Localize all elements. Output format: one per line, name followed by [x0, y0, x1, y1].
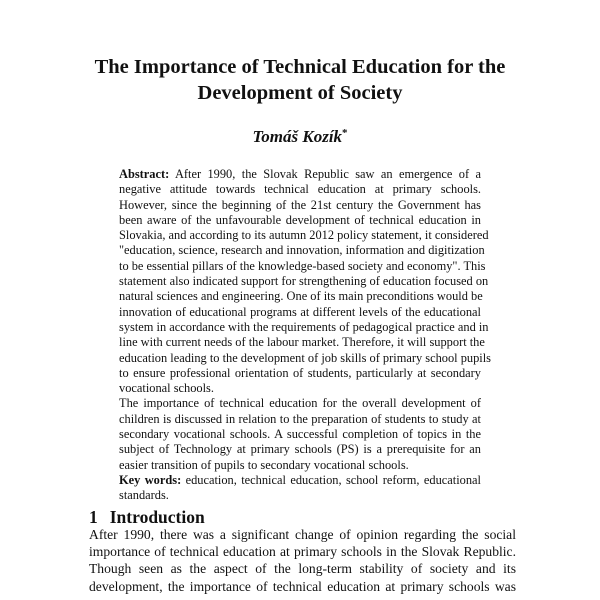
- abstract-line: secondary vocational schools. A successful completion of topics in the: [119, 427, 481, 442]
- abstract-line: However, since the beginning of the 21st century the Government has: [119, 197, 481, 212]
- abstract-line: easier transition of pupils to secondary vocational schools.: [119, 457, 409, 472]
- abstract-line: statement also indicated support for strengthening of education focused on: [119, 274, 489, 289]
- abstract-line: education leading to the development of job skills of primary school pupils: [119, 350, 491, 365]
- keywords-line: [119, 473, 481, 488]
- abstract-text: After 1990, the Slovak Republic saw an emergence of a: [169, 167, 481, 181]
- abstract-line: line with current needs of the labour market. Therefore, it will support the: [119, 335, 485, 350]
- body-line: Though seen as the aspect of the long-term stability of society and its: [89, 561, 516, 577]
- body-line: After 1990, there was a significant change of opinion regarding the social: [89, 527, 516, 542]
- section-title: Introduction: [109, 507, 205, 527]
- abstract-line: system in accordance with the requirements of pedagogical practice and in: [119, 319, 489, 334]
- abstract-line: children is discussed in relation to the preparation of students to study at: [119, 411, 481, 426]
- abstract-line: Slovakia, and according to its autumn 2012 policy statement, it considered: [119, 228, 489, 243]
- body-line: importance of technical education at primary schools in the Slovak Republic.: [89, 544, 516, 560]
- abstract-line: to ensure professional orientation of students, particularly at secondary: [119, 365, 481, 380]
- keywords-text: education, technical education, school reform, educational: [181, 472, 481, 487]
- body-line: development, the importance of technical education at primary schools was: [89, 578, 516, 594]
- abstract-line: innovation of educational programs at different levels of the educational: [119, 304, 481, 319]
- abstract-line: negative attitude towards technical education at primary schools.: [119, 182, 481, 197]
- abstract-label: Abstract:: [119, 167, 170, 181]
- author-name-text: Tomáš Kozík: [252, 127, 343, 146]
- body-paragraph: [89, 526, 516, 595]
- keywords-line: standards.: [119, 488, 169, 503]
- abstract-line: natural sciences and engineering. One of its main preconditions would be: [119, 289, 483, 304]
- title-line-2: Development of Society: [197, 82, 403, 104]
- section-heading: [89, 506, 205, 528]
- abstract-line: vocational schools.: [119, 381, 214, 396]
- author-name: [60, 122, 540, 148]
- abstract-block: [119, 167, 491, 504]
- title-line-1: The Importance of Technical Education for the: [94, 56, 506, 78]
- keywords-label: Key words:: [119, 472, 182, 487]
- author-footnote-marker: *: [342, 127, 348, 139]
- paper-title: [60, 54, 540, 106]
- abstract-line: The importance of technical education for the overall development of: [119, 396, 481, 411]
- abstract-line: to be essential pillars of the knowledge-based society and economy". This: [119, 258, 486, 273]
- abstract-line: [119, 167, 481, 182]
- abstract-line: "education, science, research and innovation, information and digitization: [119, 243, 485, 258]
- abstract-line: subject of Technology at primary schools (PS) is a prerequisite for an: [119, 442, 481, 457]
- abstract-line: been aware of the unfavourable development of technical education in: [119, 212, 481, 227]
- section-number: 1: [89, 507, 98, 527]
